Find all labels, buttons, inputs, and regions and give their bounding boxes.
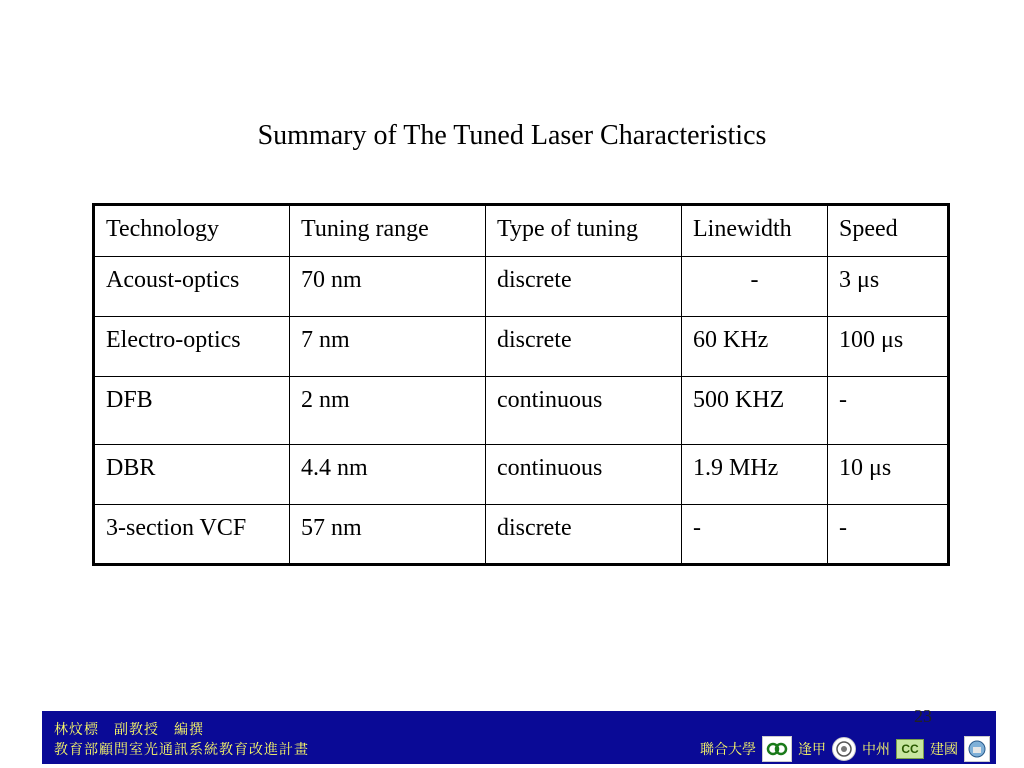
table-cell: Acoust-optics — [94, 257, 290, 317]
program-line: 教育部顧問室光通訊系統教育改進計畫 — [54, 742, 309, 758]
table-cell: continuous — [486, 445, 682, 505]
table-cell: - — [682, 257, 828, 317]
table-cell: 60 KHz — [682, 317, 828, 377]
logo-icon-fengjia — [832, 737, 856, 761]
table-cell: discrete — [486, 317, 682, 377]
table-cell: 2 nm — [290, 377, 486, 445]
table-row — [94, 377, 949, 445]
table-cell: discrete — [486, 505, 682, 565]
table-cell: DFB — [94, 377, 290, 445]
table-cell: 57 nm — [290, 505, 486, 565]
table-row — [94, 505, 949, 565]
table-row — [94, 317, 949, 377]
partner-name: 聯合大學 — [700, 742, 756, 758]
table-cell: 3 μs — [828, 257, 949, 317]
logo-icon-lianhe — [762, 736, 792, 762]
partner-name: 中州 — [862, 742, 890, 758]
table-row — [94, 445, 949, 505]
header-cell: Linewidth — [682, 205, 828, 257]
logo-icon-zhongzhou: CC — [896, 739, 924, 759]
slide-title: Summary of The Tuned Laser Characteristics — [257, 120, 767, 151]
laser-characteristics-table — [92, 203, 950, 566]
partner-logos — [700, 736, 990, 762]
table-cell: DBR — [94, 445, 290, 505]
table-cell: 70 nm — [290, 257, 486, 317]
footer-band — [42, 711, 996, 764]
table-header-row — [94, 205, 949, 257]
table-cell: discrete — [486, 257, 682, 317]
header-cell: Tuning range — [290, 205, 486, 257]
header-cell: Technology — [94, 205, 290, 257]
header-cell: Speed — [828, 205, 949, 257]
table-cell: - — [828, 505, 949, 565]
header-cell: Type of tuning — [486, 205, 682, 257]
table-cell: 4.4 nm — [290, 445, 486, 505]
table-cell: Electro-optics — [94, 317, 290, 377]
logo-icon-jianguo — [964, 736, 990, 762]
table-cell: continuous — [486, 377, 682, 445]
table-cell: 7 nm — [290, 317, 486, 377]
partner-name: 逢甲 — [798, 742, 826, 758]
table-row — [94, 257, 949, 317]
table-cell: 100 μs — [828, 317, 949, 377]
table-cell: 500 KHZ — [682, 377, 828, 445]
table-cell: - — [682, 505, 828, 565]
table-cell: - — [828, 377, 949, 445]
table-cell: 1.9 MHz — [682, 445, 828, 505]
author-line: 林炆標 副教授 編撰 — [54, 722, 204, 738]
table-cell: 3-section VCF — [94, 505, 290, 565]
partner-name: 建國 — [930, 742, 958, 758]
page-number: 23 — [914, 706, 932, 726]
table-cell: 10 μs — [828, 445, 949, 505]
